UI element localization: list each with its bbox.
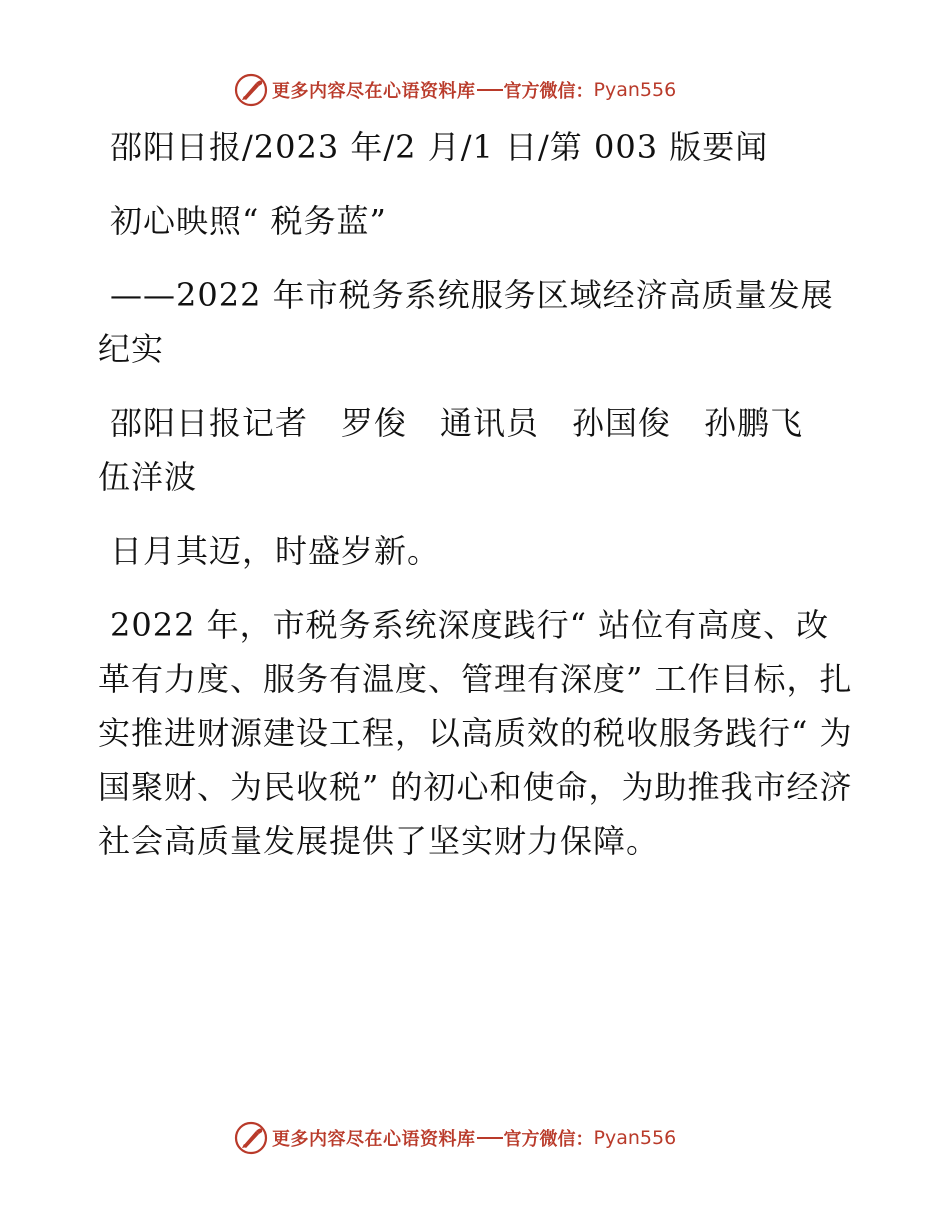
watermark-wechat-id: Pyan556: [593, 1127, 677, 1149]
article-body: [98, 120, 858, 888]
quill-pen-logo-icon: [234, 73, 268, 107]
header-watermark: [234, 72, 734, 108]
source-line: 邵阳日报/2023 年/2 月/1 日/第 003 版要闻: [110, 128, 769, 166]
watermark-dash: [477, 1137, 503, 1139]
watermark-wechat-id: Pyan556: [593, 79, 677, 101]
footer-watermark: [234, 1120, 734, 1156]
quill-pen-logo-icon: [234, 1121, 268, 1155]
watermark-wechat-label: 官方微信：: [503, 1129, 594, 1150]
article-byline: 邵阳日报记者 罗俊 通讯员 孙国俊 孙鹏飞 伍洋波: [98, 404, 837, 496]
article-paragraph: 2022 年，市税务系统深度践行“ 站位有高度、改革有力度、服务有温度、管理有深度” 工作目标，扎实推进财源建设工程，以高质效的税收服务践行“ 为国聚财、为民收税” 的初心和使命，为助推我市经济社会高质量发展提供了坚实财力保障。: [98, 606, 853, 860]
article-subtitle: ——2022 年市税务系统服务区域经济高质量发展纪实: [98, 276, 834, 368]
article-paragraph: 日月其迈，时盛岁新。: [110, 532, 441, 570]
article-title: 初心映照“ 税务蓝”: [110, 202, 387, 240]
watermark-wechat-label: 官方微信：: [503, 81, 594, 102]
watermark-site-text: 更多内容尽在心语资料库: [272, 1129, 476, 1150]
watermark-site-text: 更多内容尽在心语资料库: [272, 81, 476, 102]
watermark-dash: [477, 89, 503, 91]
